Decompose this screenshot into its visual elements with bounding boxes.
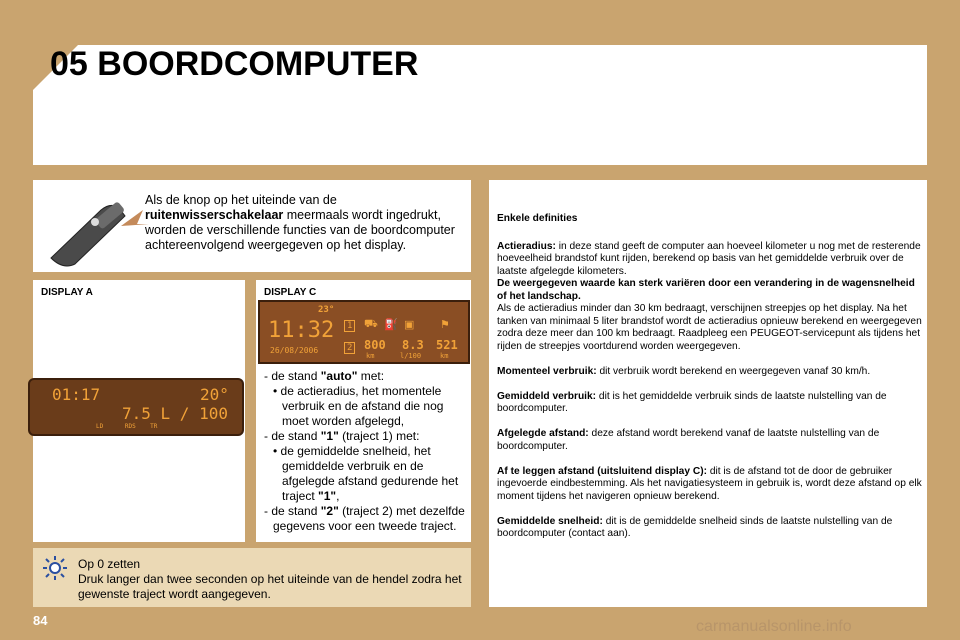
definitions-panel [489, 180, 927, 607]
display-c-unit-3: km [440, 352, 449, 360]
note-text: Op 0 zetten Druk langer dan twee seconden op het uiteinde van de hendel zodra het gewenste traject wordt aangegeven. [78, 557, 462, 601]
display-c-date: 26/08/2006 [270, 346, 319, 355]
display-c-unit-1: km [366, 352, 375, 360]
fuel-pump-icon: ⛽ [384, 319, 398, 331]
steps-list [264, 369, 470, 534]
sun-icon [43, 556, 67, 580]
page-title: 05 BOORDCOMPUTER [50, 45, 419, 83]
display-c-trip2: 2 [344, 342, 355, 354]
display-a-indicators: LD RDS TR [96, 423, 158, 430]
display-c-trip1: 1 [344, 320, 355, 332]
display-c-value-3: 521 [436, 338, 458, 352]
definition-item: Actieradius: in deze stand geeft de computer aan hoeveel kilometer u nog met de resterende hoeveelheid brandstof kunt rijden, berekend op basis van het gemiddelde verbruik over de laatste afgelegde kilometers. De weergegeven waarde kan sterk variëren door een verandering in de wagensnelheid of het landschap. Als de actieradius minder dan 30 km bedraagt, verschijnen streepjes op het display. Na het tanken van minimaal 5 liter brandstof wordt de actieradius opnieuw berekend en weergegeven zodra deze meer dan 100 km bedraagt. Raadpleeg een PEUGEOT-servicepunt als tijdens het rijden de streepjes voortdurend worden weergegeven. [497, 240, 922, 352]
definitions-text [497, 213, 923, 553]
car-icon: ⛟ [364, 318, 378, 330]
display-c-label: DISPLAY C [264, 287, 317, 298]
display-a-time: 01:17 [52, 385, 101, 404]
definition-item: Momenteel verbruik: dit verbruik wordt berekend en weergegeven vanaf 30 km/h. [497, 365, 871, 377]
display-a-consumption: 7.5 L / 100 [122, 404, 228, 423]
display-c-value-1: 800 [364, 338, 386, 352]
list-item: • de actieradius, het momentele verbruik en de afstand die nog moet worden afgelegd, [273, 384, 444, 428]
intro-panel [33, 180, 471, 272]
definition-item: Af te leggen afstand (uitsluitend display C): dit is de afstand tot de door de gebruiker ingevoerde eindbestemming. Als het navigatiesysteem in gebruik is, wordt deze afstand op elk moment tijdens het navigeren opnieuw berekend. [497, 465, 922, 502]
list-item: • de gemiddelde snelheid, het gemiddelde verbruik en de afgelegde afstand gedurende het traject "1", [273, 444, 459, 503]
display-a-temp: 20° [200, 385, 229, 404]
list-item: - de stand "auto" met: [264, 369, 385, 383]
definition-item: Gemiddelde snelheid: dit is de gemiddelde snelheid sinds de laatste nulstelling van de boordcomputer (contact aan). [497, 515, 893, 539]
display-c-value-2: 8.3 [402, 338, 424, 352]
display-c-unit-2: l/100 [400, 352, 422, 360]
display-c-screen [258, 300, 470, 364]
wiper-stalk-illustration [41, 188, 151, 268]
page-number: 84 [33, 613, 48, 628]
intro-text: Als de knop op het uiteinde van de ruitenwisserschakelaar meermaals wordt ingedrukt, worden de verschillende functies van de boordcomputer achtereenvolgend weergegeven op het display. [145, 193, 455, 252]
fuel-drop-icon: ▣ [404, 319, 415, 331]
display-c-time: 11:32 [268, 318, 335, 343]
definitions-heading: Enkele definities [497, 213, 578, 224]
display-c-temp: 23° [318, 305, 335, 315]
finish-flag-icon: ⚑ [440, 319, 450, 331]
definition-item: Gemiddeld verbruik: dit is het gemiddelde verbruik sinds de laatste nulstelling van de boordcomputer. [497, 390, 887, 414]
watermark: carmanualsonline.info [696, 618, 852, 635]
reset-note [33, 548, 471, 607]
definition-item: Afgelegde afstand: deze afstand wordt berekend vanaf de laatste nulstelling van de boordcomputer. [497, 428, 880, 452]
list-item: - de stand "1" (traject 1) met: [264, 429, 420, 443]
display-a-label: DISPLAY A [41, 287, 93, 298]
list-item: - de stand "2" (traject 2) met dezelfde gegevens voor een tweede traject. [264, 504, 465, 533]
display-a-screen [28, 378, 244, 436]
